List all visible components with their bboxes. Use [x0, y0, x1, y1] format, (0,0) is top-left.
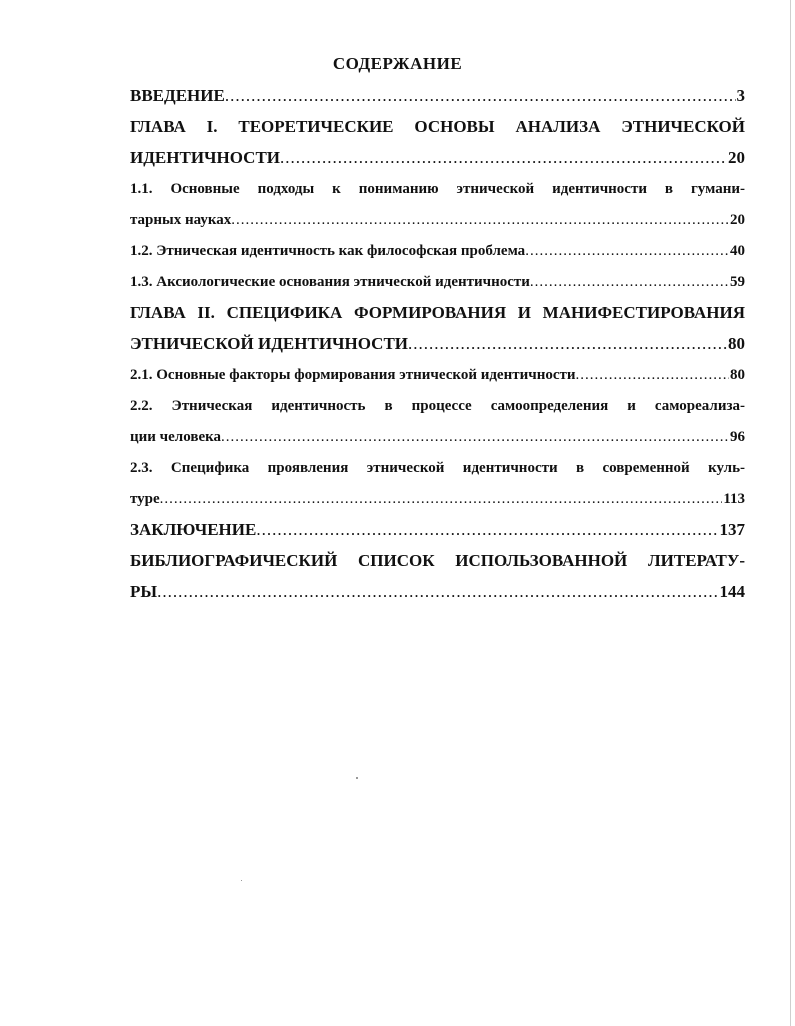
dot-leader: [157, 581, 718, 603]
dot-leader: [231, 209, 729, 231]
toc-entry-section-2-3: [130, 488, 745, 519]
toc-entry-chapter-2-line1: ГЛАВА II. СПЕЦИФИКА ФОРМИРОВАНИЯ И МАНИФЕСТИРОВАНИЯ: [130, 303, 745, 322]
toc-entry-chapter-1-line1: ГЛАВА I. ТЕОРЕТИЧЕСКИЕ ОСНОВЫ АНАЛИЗА ЭТНИЧЕСКОЙ: [130, 117, 745, 136]
scan-speck: [241, 880, 242, 881]
toc-page-number: 144: [719, 582, 745, 601]
toc-entry-bibliography-line1: БИБЛИОГРАФИЧЕСКИЙ СПИСОК ИСПОЛЬЗОВАННОЙ ЛИТЕРАТУ-: [130, 551, 745, 570]
dot-leader: [221, 426, 729, 448]
toc-entry-conclusion: [130, 519, 745, 550]
toc-entry-title: 1.3. Аксиологические основания этнической идентичности: [130, 274, 530, 290]
toc-entry-section-2-2: [130, 426, 745, 457]
toc-entry-section-1-1-line1: 1.1. Основные подходы к пониманию этнической идентичности в гумани-: [130, 181, 745, 197]
toc-page-number: 3: [736, 86, 745, 105]
toc-entry-title: РЫ: [130, 582, 158, 601]
scan-edge-line: [790, 0, 791, 1026]
toc-page-number: 20: [730, 212, 745, 228]
toc-entry-section-2-3-line1: 2.3. Специфика проявления этнической идентичности в современной куль-: [130, 460, 745, 476]
toc-entry-title: ЗАКЛЮЧЕНИЕ: [130, 520, 257, 539]
toc-entry-title: ИДЕНТИЧНОСТИ: [130, 148, 281, 167]
page-title: СОДЕРЖАНИЕ: [332, 54, 463, 73]
toc-entry-introduction: [130, 85, 745, 116]
dot-leader: [256, 519, 718, 541]
toc-entry-title: туре: [130, 491, 160, 507]
toc-entry-title: тарных науках: [130, 212, 232, 228]
dot-leader: [576, 364, 729, 386]
dot-leader: [225, 85, 736, 107]
toc-entry-title: ВВЕДЕНИЕ: [130, 86, 225, 105]
scan-speck: [356, 777, 358, 779]
toc-page-number: 40: [730, 243, 745, 259]
dot-leader: [525, 240, 729, 262]
toc-entry-section-2-2-line1: 2.2. Этническая идентичность в процессе самоопределения и самореализа-: [130, 398, 745, 414]
dot-leader: [160, 488, 723, 510]
toc-entry-chapter-1: [130, 147, 745, 178]
toc-page-number: 96: [730, 429, 745, 445]
dot-leader: [408, 333, 727, 355]
toc-entry-section-1-2: [130, 240, 745, 271]
toc-page-number: 80: [728, 334, 745, 353]
toc-entry-title: ции человека: [130, 429, 222, 445]
toc-entry-bibliography: [130, 581, 745, 612]
dot-leader: [280, 147, 727, 169]
toc-entry-title: ЭТНИЧЕСКОЙ ИДЕНТИЧНОСТИ: [130, 334, 409, 353]
toc-page-number: 20: [728, 148, 745, 167]
toc-entry-title: 2.1. Основные факторы формирования этнической идентичности: [130, 367, 576, 383]
toc-page-number: 59: [730, 274, 745, 290]
toc-page-number: 80: [730, 367, 745, 383]
toc-entry-section-2-1: [130, 364, 745, 395]
toc-page-number: 137: [719, 520, 745, 539]
toc-page-number: 113: [723, 491, 745, 507]
toc-entry-section-1-1: [130, 209, 745, 240]
table-of-contents: [130, 85, 745, 612]
toc-entry-title: 1.2. Этническая идентичность как философская проблема: [130, 243, 526, 259]
toc-entry-section-1-3: [130, 271, 745, 302]
dot-leader: [530, 271, 729, 293]
toc-entry-chapter-2: [130, 333, 745, 364]
